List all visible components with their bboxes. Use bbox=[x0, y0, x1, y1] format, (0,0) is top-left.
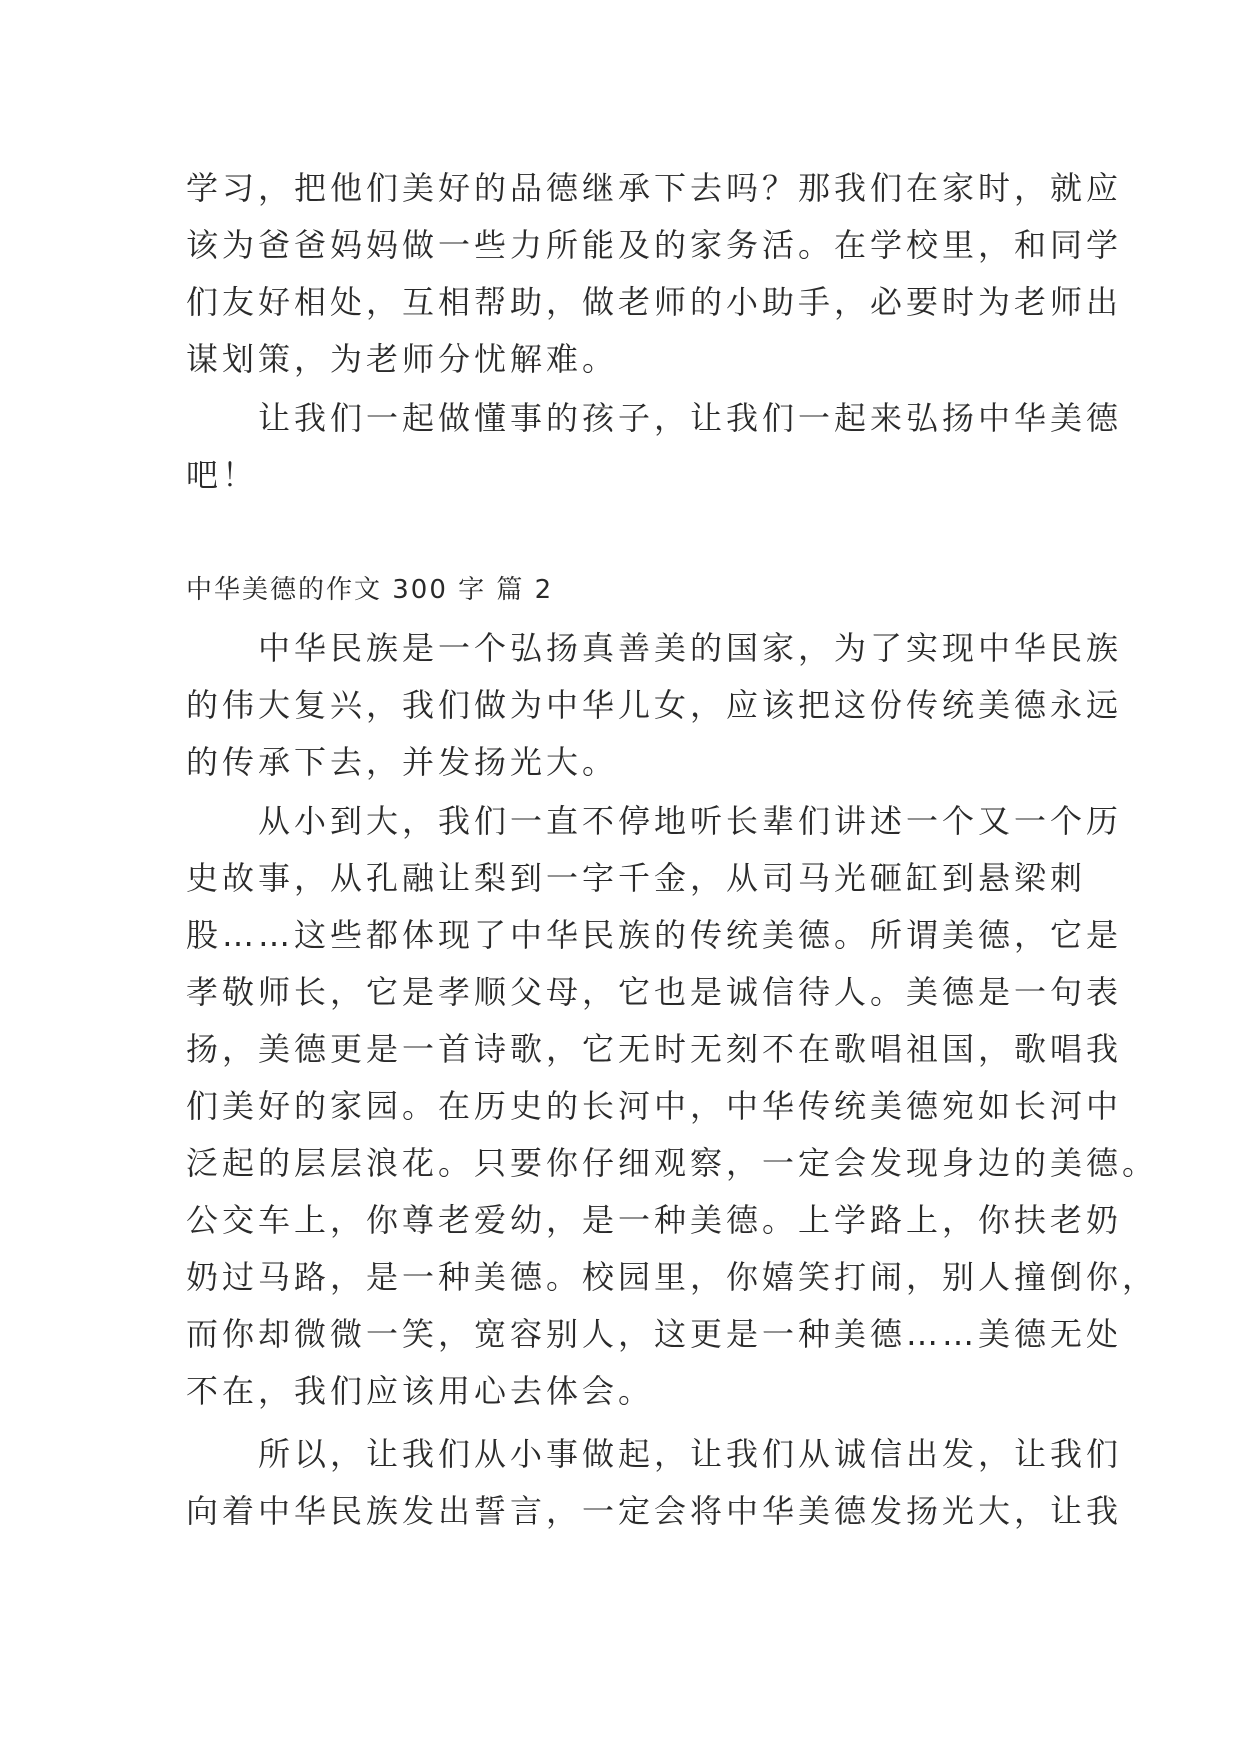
text-line: 股……这些都体现了中华民族的传统美德。所谓美德，它是 bbox=[186, 916, 1123, 954]
text-line: 史故事，从孔融让梨到一字千金，从司马光砸缸到悬梁刺 bbox=[186, 859, 1087, 897]
text-line: 的伟大复兴，我们做为中华儿女，应该把这份传统美德永远 bbox=[186, 686, 1123, 724]
paragraph-3 bbox=[186, 1426, 1123, 1540]
paragraph-continuation bbox=[186, 160, 1123, 388]
text-line: 奶过马路，是一种美德。校园里，你嬉笑打闹，别人撞倒你， bbox=[186, 1258, 1159, 1296]
paragraph-closing bbox=[186, 390, 1123, 504]
text-line: 们美好的家园。在历史的长河中，中华传统美德宛如长河中 bbox=[186, 1087, 1123, 1125]
text-line: 孝敬师长，它是孝顺父母，它也是诚信待人。美德是一句表 bbox=[186, 973, 1123, 1011]
text-line: 泛起的层层浪花。只要你仔细观察，一定会发现身边的美德。 bbox=[186, 1144, 1159, 1182]
text-line: 让我们一起做懂事的孩子，让我们一起来弘扬中华美德 bbox=[258, 399, 1123, 437]
section-title bbox=[186, 562, 1056, 619]
section-title-text: 中华美德的作文 300 字 篇 2 bbox=[186, 575, 554, 605]
text-line: 该为爸爸妈妈做一些力所能及的家务活。在学校里，和同学 bbox=[186, 226, 1123, 264]
text-line: 学习，把他们美好的品德继承下去吗？那我们在家时，就应 bbox=[186, 169, 1123, 207]
paragraph-1 bbox=[186, 620, 1123, 791]
text-line: 扬，美德更是一首诗歌，它无时无刻不在歌唱祖国，歌唱我 bbox=[186, 1030, 1123, 1068]
text-line: 公交车上，你尊老爱幼，是一种美德。上学路上，你扶老奶 bbox=[186, 1201, 1123, 1239]
text-line: 的传承下去，并发扬光大。 bbox=[186, 743, 619, 781]
text-line: 们友好相处，互相帮助，做老师的小助手，必要时为老师出 bbox=[186, 283, 1123, 321]
text-line: 所以，让我们从小事做起，让我们从诚信出发，让我们 bbox=[258, 1435, 1123, 1473]
text-line: 谋划策，为老师分忧解难。 bbox=[186, 340, 619, 378]
text-line: 中华民族是一个弘扬真善美的国家，为了实现中华民族 bbox=[258, 629, 1123, 667]
text-line: 吧！ bbox=[186, 456, 259, 494]
text-line: 而你却微微一笑，宽容别人，这更是一种美德……美德无处 bbox=[186, 1315, 1123, 1353]
paragraph-2 bbox=[186, 793, 1159, 1420]
text-line: 不在，我们应该用心去体会。 bbox=[186, 1372, 655, 1410]
text-line: 从小到大，我们一直不停地听长辈们讲述一个又一个历 bbox=[258, 802, 1123, 840]
text-line: 向着中华民族发出誓言，一定会将中华美德发扬光大，让我 bbox=[186, 1492, 1123, 1530]
